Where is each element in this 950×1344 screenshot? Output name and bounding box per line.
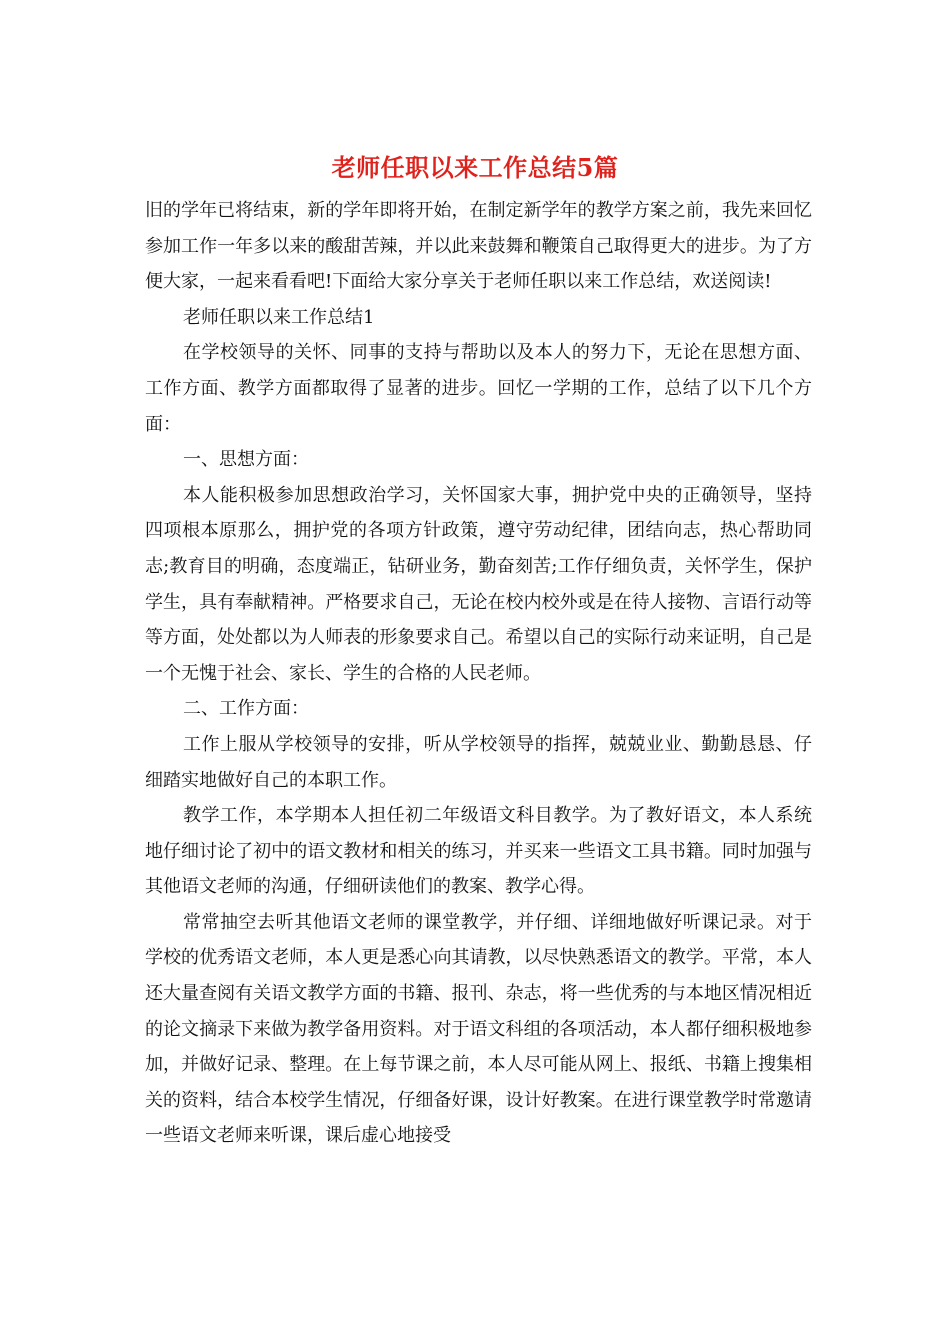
paragraph: 本人能积极参加思想政治学习，关怀国家大事，拥护党中央的正确领导，坚持四项根本原那么，拥护党的各项方针政策，遵守劳动纪律，团结向志，热心帮助同志;教育目的明确，态度端正，钻研业务，勤奋刻苦;工作仔细负责，关怀学生，保护学生，具有奉献精神。严格要求自己，无论在校内校外或是在待人接物、言语行动等等方面，处处都以为人师表的形象要求自己。希望以自己的实际行动来证明，自己是一个无愧于社会、家长、学生的合格的人民老师。 (145, 484, 813, 684)
paragraph: 常常抽空去听其他语文老师的课堂教学，并仔细、详细地做好听课记录。对于学校的优秀语文老师，本人更是悉心向其请教，以尽快熟悉语文的教学。平常，本人还大量查阅有关语文教学方面的书籍、报刊、杂志，将一些优秀的与本地区情况相近的论文摘录下来做为教学备用资料。对于语文科组的各项活动，本人都仔细积极地参加，并做好记录、整理。在上每节课之前，本人尽可能从网上、报纸、书籍上搜集相关的资料，结合本校学生情况，仔细备好课，设计好教案。在进行课堂教学时常邀请一些语文老师来听课，课后虚心地接受 (145, 911, 812, 1147)
paragraph: 工作上服从学校领导的安排，听从学校领导的指挥，兢兢业业、勤勤恳恳、仔细踏实地做好自己的本职工作。 (145, 733, 812, 791)
paragraph: 教学工作，本学期本人担任初二年级语文科目教学。为了教好语文，本人系统地仔细讨论了初中的语文教材和相关的练习，并买来一些语文工具书籍。同时加强与其他语文老师的沟通，仔细研读他们的教案、教学心得。 (145, 805, 812, 898)
subheading-thought: 一、思想方面： (183, 449, 309, 471)
section-heading-summary-1: 老师任职以来工作总结1 (183, 306, 375, 328)
document-body (145, 193, 812, 1154)
document-title: 老师任职以来工作总结5篇 (331, 153, 619, 182)
subheading-work: 二、工作方面： (183, 698, 309, 720)
paragraph: 在学校领导的关怀、同事的支持与帮助以及本人的努力下，无论在思想方面、工作方面、教学方面都取得了显著的进步。回忆一学期的工作，总结了以下几个方面： (145, 342, 812, 435)
paragraph-intro: 旧的学年已将结束，新的学年即将开始，在制定新学年的教学方案之前，我先来回忆参加工作一年多以来的酸甜苦辣，并以此来鼓舞和鞭策自己取得更大的进步。为了方便大家，一起来看看吧!下面给大家分享关于老师任职以来工作总结，欢送阅读! (145, 200, 812, 293)
